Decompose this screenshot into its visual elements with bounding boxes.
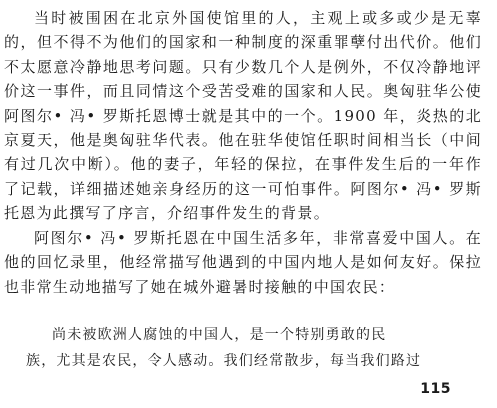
body-paragraph-2: 阿图尔• 冯• 罗斯托恩在中国生活多年，非常喜爱中国人。在他的回忆录里，他经常描写他遇到的中国内地人是如何友好。保拉也非常生动地描写了她在城外避暑时接触的中国农民： [4,229,482,296]
body-paragraph-1: 当时被围困在北京外国使馆里的人，主观上或多或少是无辜的，但不得不为他们的国家和一种制度的深重罪孽付出代价。他们不太愿意冷静地思考问题。只有少数几个人是例外，不仅冷静地评价这一事件，而且同情这个受苦受难的国家和人民。奥匈驻华公使阿图尔• 冯• 罗斯托恩博士就是其中的一个。1900 年，炎热的北京夏天，他是奥匈驻华代表。他在驻华使馆任职时间相当长（中间有过几次中断）。他的妻子，年轻的保拉，在事件发生后的一年作了记载，详细描述她亲身经历的这一可怕事件。阿图尔• 冯• 罗斯托恩为此撰写了序言，介绍事件发生的背景。 [4,9,482,223]
page-number: 115 [420,381,451,397]
quote-line-1: 尚未被欧洲人腐蚀的中国人，是一个特别勇敢的民 [52,327,387,343]
block-quote [4,322,482,374]
quote-line-2: 族，尤其是农民，令人感动。我们经常散步，每当我们路过 [26,353,422,369]
